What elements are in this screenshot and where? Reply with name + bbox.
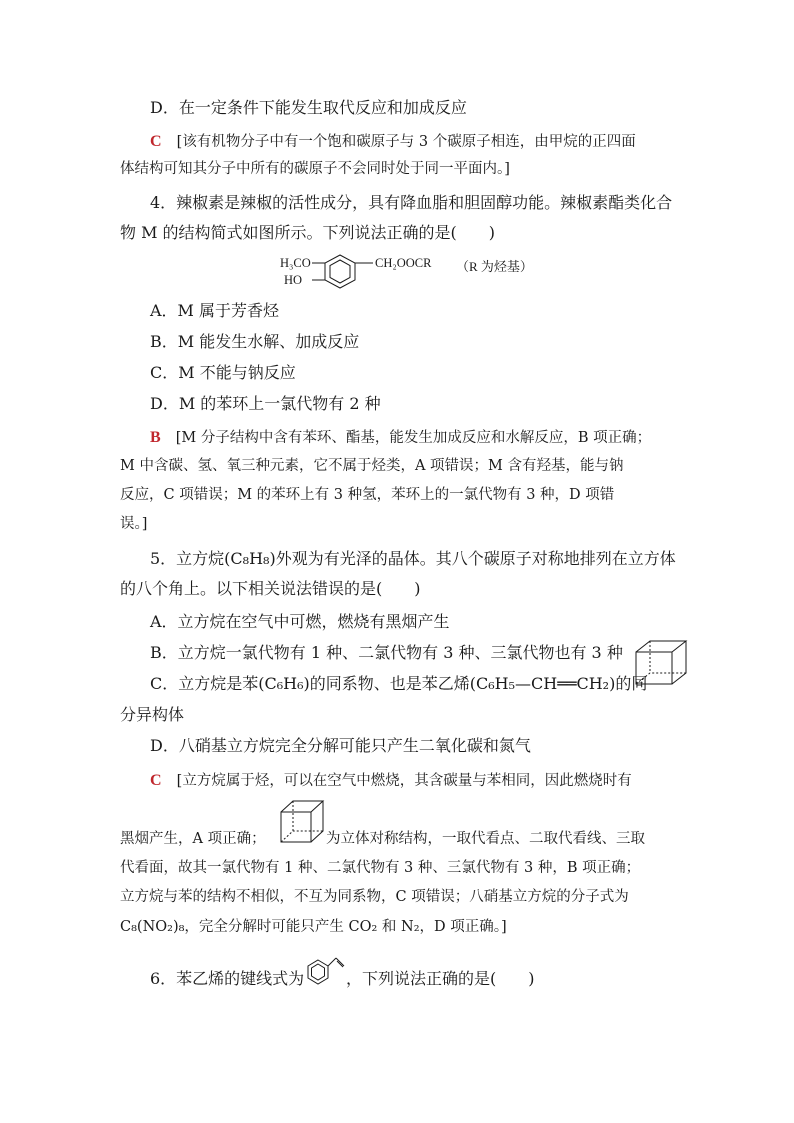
q4-option-d: D．M 的苯环上一氯代物有 2 种	[150, 394, 381, 413]
q5-option-c-line-2: 分异构体	[120, 705, 185, 724]
q6-stem-part-a: 6．苯乙烯的键线式为	[150, 969, 305, 988]
cubane-cube-icon	[634, 638, 690, 688]
q5-stem-line-2: 的八个角上。以下相关说法错误的是( )	[120, 579, 421, 598]
q5-explanation-line-5: C₈(NO₂)₈，完全分解时可能只产生 CO₂ 和 N₂，D 项正确。]	[120, 919, 507, 935]
q5-option-a: A．立方烷在空气中可燃，燃烧有黑烟产生	[150, 612, 450, 631]
methoxy-label: H₃CO	[280, 256, 311, 270]
q4-stem-line-2: 物 M 的结构简式如图所示。下列说法正确的是( )	[120, 223, 496, 242]
q5-option-c-line-1: C．立方烷是苯(C₆H₆)的同系物、也是苯乙烯(C₆H₅—CH══CH₂)的同	[150, 674, 648, 693]
q5-answer: C	[150, 772, 162, 789]
q4-option-c: C．M 不能与钠反应	[150, 363, 296, 382]
q5-explanation-line-3: 代看面，故其一氯代物有 1 种、二氯代物有 3 种、三氯代物有 3 种，B 项正确；	[120, 860, 641, 876]
q5-explanation-line-2b: 为立体对称结构，一取代看点、二取代看线、三取	[326, 831, 645, 847]
q4-stem-line-1: 4．辣椒素是辣椒的活性成分，具有降血脂和胆固醇功能。辣椒素酯类化合	[150, 193, 673, 212]
q4-explanation-line-3: 反应，C 项错误；M 的苯环上有 3 种氢，苯环上的一氯代物有 3 种，D 项错	[120, 487, 615, 503]
q3-explanation-line-2: 体结构可知其分子中所有的碳原子不会同时处于同一平面内。]	[120, 161, 510, 177]
q4-answer: B	[150, 429, 161, 446]
q4-explanation-line-4: 误。]	[120, 516, 148, 532]
q6-stem-part-b: ，下列说法正确的是( )	[346, 969, 535, 988]
styrene-skeletal-icon	[302, 948, 346, 988]
q5-explanation-text-1: [立方烷属于烃，可以在空气中燃烧，其含碳量与苯相同，因此燃烧时有	[176, 773, 632, 789]
ester-group-label: CH₂OOCR	[375, 256, 432, 270]
benzene-ring-icon	[312, 255, 373, 288]
q5-explanation-line-1	[150, 769, 632, 792]
q3-answer: C	[150, 133, 162, 150]
q5-explanation-line-2a: 黑烟产生，A 项正确；	[120, 831, 266, 847]
q5-option-b: B．立方烷一氯代物有 1 种、二氯代物有 3 种、三氯代物也有 3 种	[150, 643, 623, 662]
hydroxy-label: HO	[284, 273, 303, 287]
q3-explanation-text-1: [该有机物分子中有一个饱和碳原子与 3 个碳原子相连，由甲烷的正四面	[176, 134, 636, 150]
compound-m-structure	[280, 250, 580, 294]
q4-option-a: A．M 属于芳香烃	[150, 301, 280, 320]
q4-explanation-line-2: M 中含碳、氢、氧三种元素，它不属于烃类，A 项错误；M 含有羟基，能与钠	[120, 458, 624, 474]
q4-explanation-line-1	[150, 426, 651, 449]
r-group-note: （R 为烃基）	[456, 259, 533, 274]
q3-option-d: D．在一定条件下能发生取代反应和加成反应	[150, 98, 467, 117]
q5-explanation-line-4: 立方烷与苯的结构不相似，不互为同系物，C 项错误；八硝基立方烷的分子式为	[120, 889, 629, 905]
cubane-inline-cube-icon	[278, 798, 326, 846]
q4-explanation-text-1: [M 分子结构中含有苯环、酯基，能发生加成反应和水解反应，B 项正确；	[175, 430, 652, 446]
q5-stem-line-1: 5．立方烷(C₈H₈)外观为有光泽的晶体。其八个碳原子对称地排列在立方体	[150, 549, 676, 568]
q3-explanation-line-1	[150, 130, 636, 153]
q5-option-d: D．八硝基立方烷完全分解可能只产生二氧化碳和氮气	[150, 736, 531, 755]
q4-option-b: B．M 能发生水解、加成反应	[150, 332, 360, 351]
